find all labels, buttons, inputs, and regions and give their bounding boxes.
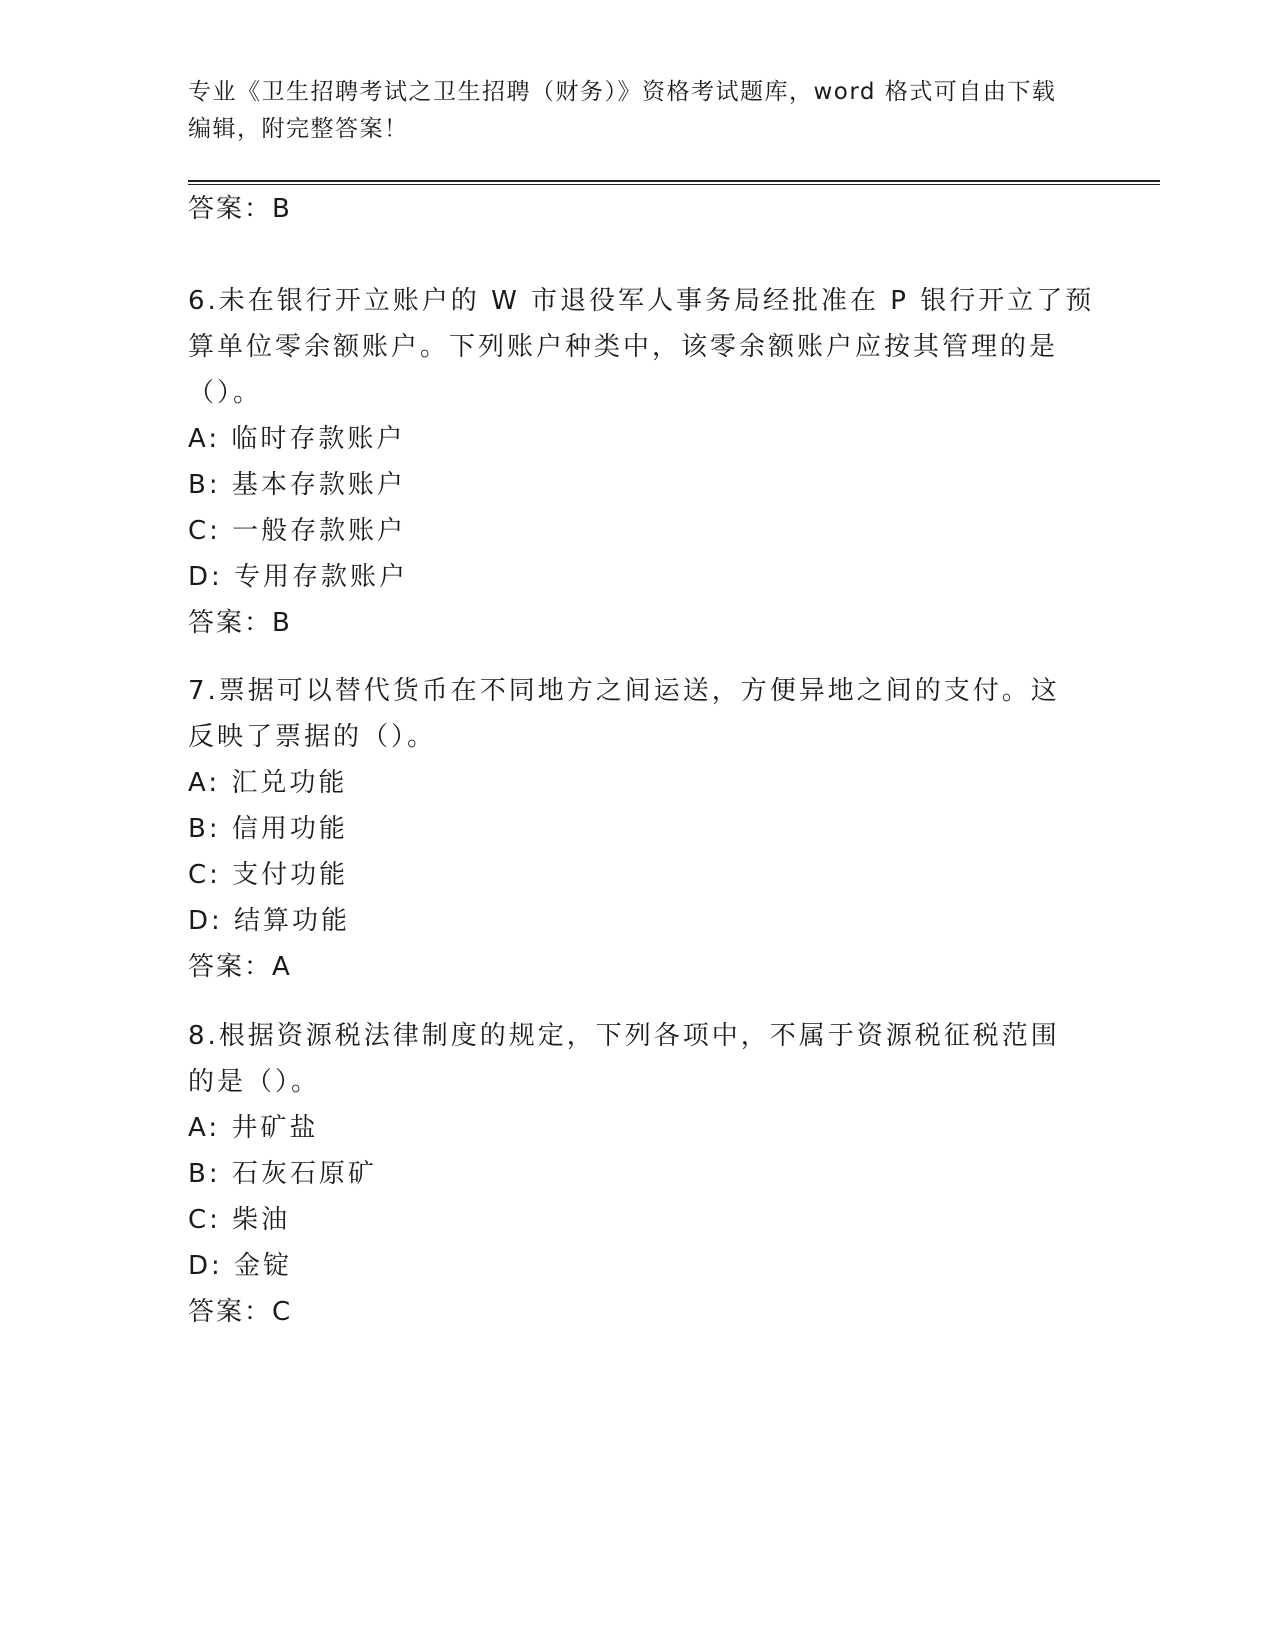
answer-line: 答案：C [188, 1297, 293, 1327]
question-8 [188, 1013, 1068, 1335]
header-line-1: 专业《卫生招聘考试之卫生招聘（财务）》资格考试题库，word 格式可自由下载 [188, 79, 1057, 105]
question-6 [188, 278, 1095, 646]
option-d: D: 结算功能 [188, 906, 351, 936]
answer-line: 答案：B [188, 194, 292, 224]
option-a: A: 汇兑功能 [188, 768, 348, 798]
question-text-line: 7.票据可以替代货币在不同地方之间运送，方便异地之间的支付。这 [188, 676, 1060, 706]
question-text-line: 6.未在银行开立账户的 W 市退役军人事务局经批准在 P 银行开立了预 [188, 286, 1095, 316]
previous-answer-block [188, 186, 1068, 232]
question-text-line: 反映了票据的（）。 [188, 722, 437, 752]
option-a: A: 临时存款账户 [188, 424, 406, 454]
option-d: D: 专用存款账户 [188, 562, 409, 592]
answer-line: 答案：B [188, 608, 292, 638]
document-header [188, 74, 1068, 148]
header-line-2: 编辑，附完整答案！ [188, 116, 409, 142]
option-b: B: 基本存款账户 [188, 470, 406, 500]
option-c: C: 一般存款账户 [188, 516, 407, 546]
option-b: B: 信用功能 [188, 814, 348, 844]
option-c: C: 柴油 [188, 1205, 291, 1235]
option-c: C: 支付功能 [188, 860, 349, 890]
header-divider-thin [188, 184, 1160, 185]
question-text-line: （）。 [188, 378, 263, 408]
question-text-line: 算单位零余额账户。下列账户种类中，该零余额账户应按其管理的是 [188, 332, 1059, 362]
question-7 [188, 668, 1068, 990]
option-a: A: 井矿盐 [188, 1113, 319, 1143]
header-divider [188, 180, 1160, 182]
option-b: B: 石灰石原矿 [188, 1159, 377, 1189]
question-text-line: 的是（）。 [188, 1067, 321, 1097]
option-d: D: 金锭 [188, 1251, 293, 1281]
question-text-line: 8.根据资源税法律制度的规定，下列各项中，不属于资源税征税范围 [188, 1021, 1060, 1051]
answer-line: 答案：A [188, 952, 292, 982]
